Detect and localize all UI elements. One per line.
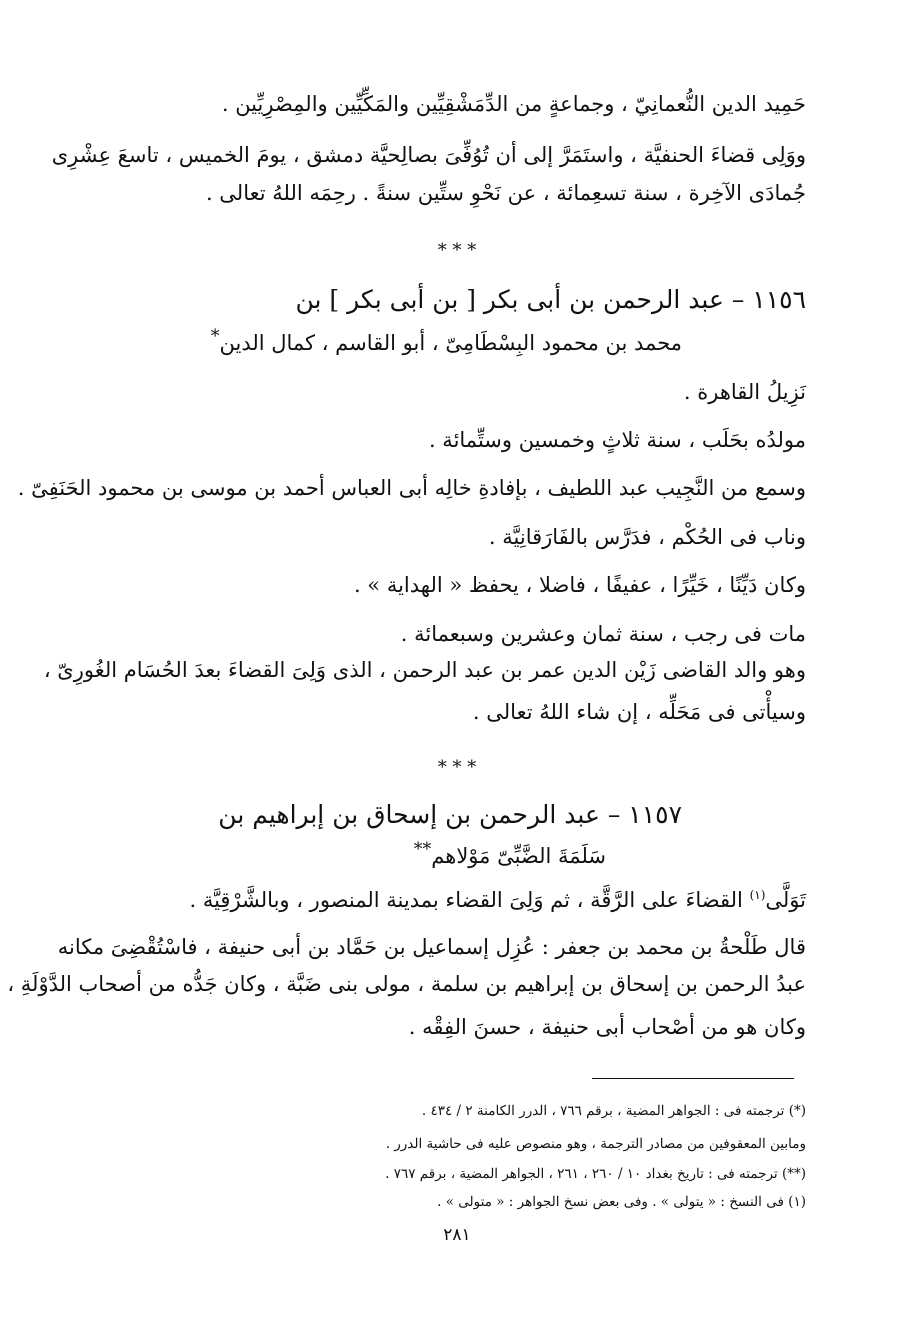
entry-1157-para-1-rest: القضاءَ على الرَّقَّة ، ثم وَلِىَ القضاء بمدينة المنصور ، وبالشَّرْقِيَّة . bbox=[189, 888, 743, 912]
entry-1156-para-5: وكان دَيِّنًا ، خَيِّرًا ، عفيفًا ، فاضلا ، يحفظ « الهداية » . bbox=[353, 573, 806, 597]
footnote-rule bbox=[592, 1078, 794, 1079]
footnote-1-continued: ومابين المعقوفين من مصادر الترجمة ، وهو منصوص عليه فى حاشية الدرر . bbox=[385, 1136, 806, 1152]
entry-1156-para-4: وناب فى الحُكْم ، فدَرَّس بالفَارَقانِيَّة . bbox=[488, 525, 806, 549]
section-separator: * * * bbox=[437, 240, 477, 261]
entry-1157-title: ١١٥٧ – عبد الرحمن بن إسحاق بن إبراهيم بن bbox=[218, 800, 682, 829]
footnote-marker: ** bbox=[413, 840, 432, 860]
entry-1156-para-2: مولدُه بحَلَب ، سنة ثلاثٍ وخمسين وستِّمائة . bbox=[428, 428, 806, 452]
entry-1156-title: ١١٥٦ – عبد الرحمن بن أبى بكر [ بن أبى بكر ] بن bbox=[295, 285, 806, 314]
entry-1156-para-7-line-1: وهو والد القاضى زَيْن الدين عمر بن عبد الرحمن ، الذى وَلِىَ القضاءَ بعدَ الحُسَام الغُورِىّ ، bbox=[43, 658, 806, 682]
footnote-3: (١) فى النسخ : « يتولى » . وفى بعض نسخ الجواهر : « متولى » . bbox=[437, 1194, 806, 1210]
entry-1157-para-2-line-3: وكان هو من أصْحاب أبى حنيفة ، حسنَ الفِقْه . bbox=[408, 1015, 806, 1039]
page-number: ٢٨١ bbox=[443, 1225, 471, 1245]
entry-1157-para-1-start: تَوَلَّى bbox=[765, 888, 806, 912]
footnote-2: (**) ترجمته فى : تاريخ بغداد ١٠ / ٢٦٠ ، ٢٦١ ، الجواهر المضية ، برقم ٧٦٧ . bbox=[385, 1166, 806, 1182]
footnote-marker: * bbox=[210, 327, 220, 347]
entry-1156-para-3: وسمع من النَّجِيب عبد اللطيف ، بإفادةِ خالِه أبى العباس أحمد بن موسى بن محمود الحَنَفِىّ . bbox=[17, 476, 806, 500]
section-separator: * * * bbox=[437, 757, 477, 778]
entry-1157-subtitle-text: سَلَمَةَ الضَّبِّىّ مَوْلاهم bbox=[431, 844, 606, 868]
footnote-reference: (١) bbox=[749, 888, 766, 902]
entry-1156-subtitle bbox=[211, 327, 682, 355]
entry-1157-para-2-line-2: عبدُ الرحمن بن إسحاق بن إبراهيم بن سلمة ، مولى بنى ضَبَّة ، وكان جَدُّه من أصحاب الدَّوْلَةِ ، bbox=[7, 972, 806, 996]
carry-over-line-1: حَمِيد الدين النُّعمانِيّ ، وجماعةٍ من الدِّمَشْقِيِّين والمَكِّيِّين والمِصْرِيِّين . bbox=[221, 92, 806, 116]
carry-over-line-2: ووَلِى قضاءَ الحنفيَّة ، واستَمَرَّ إلى أن تُوُفِّىَ بصالِحيَّة دمشق ، يومَ الخميس ، تاسعَ عِشْرِى bbox=[51, 143, 806, 167]
entry-1157-subtitle bbox=[414, 840, 606, 868]
entry-1156-para-1: نَزِيلُ القاهرة . bbox=[683, 380, 806, 404]
entry-1156-para-7-line-2: وسيأْتى فى مَحَلِّه ، إن شاء اللهُ تعالى . bbox=[472, 700, 806, 724]
entry-1157-para-1 bbox=[189, 888, 806, 912]
entry-1157-para-2-line-1: قال طَلْحةُ بن محمد بن جعفر : عُزِل إسماعيل بن حَمَّاد بن أبى حنيفة ، فاسْتُقْضِىَ مكانه bbox=[57, 935, 806, 959]
entry-1156-para-6: مات فى رجب ، سنة ثمان وعشرين وسبعمائة . bbox=[400, 622, 806, 646]
entry-1156-subtitle-text: محمد بن محمود البِسْطَامِىّ ، أبو القاسم ، كمال الدين bbox=[219, 331, 682, 355]
footnote-1: (*) ترجمته فى : الجواهر المضية ، برقم ٧٦٦ ، الدرر الكامنة ٢ / ٤٣٤ . bbox=[421, 1103, 806, 1119]
carry-over-line-3: جُمادَى الآخِرة ، سنة تسعِمائة ، عن نَحْوِ ستِّين سنةً . رحِمَه اللهُ تعالى . bbox=[205, 181, 806, 205]
